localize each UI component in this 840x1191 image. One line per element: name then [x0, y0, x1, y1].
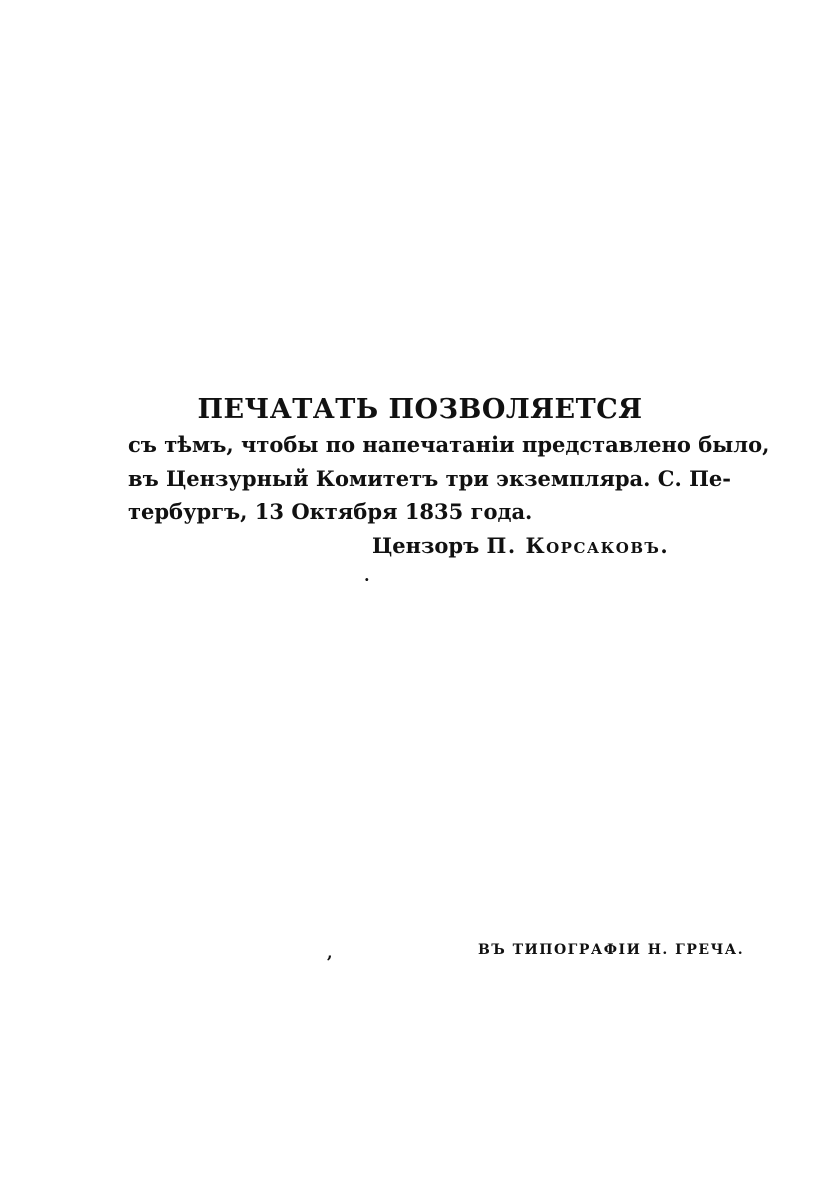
censor-title: Цензоръ [372, 533, 480, 558]
body-line-2: въ Цензурный Комитетъ три экземпляра. С. Пе- [128, 466, 731, 491]
printer-imprint: ВЪ ТИПОГРАФІИ Н. ГРЕЧА. [478, 942, 745, 958]
censor-signature [372, 531, 669, 561]
censor-name: П. Корсаковъ. [486, 533, 670, 558]
body-line-1: съ тѣмъ, чтобы по напечатаніи представлено было, [128, 432, 770, 457]
body-line-3: тербургъ, 13 Октября 1835 года. [128, 499, 533, 524]
page-heading: ПЕЧАТАТЬ ПОЗВОЛЯЕТСЯ [197, 394, 643, 425]
ink-speck: · [364, 570, 370, 589]
ink-speck-comma: , [327, 943, 333, 962]
